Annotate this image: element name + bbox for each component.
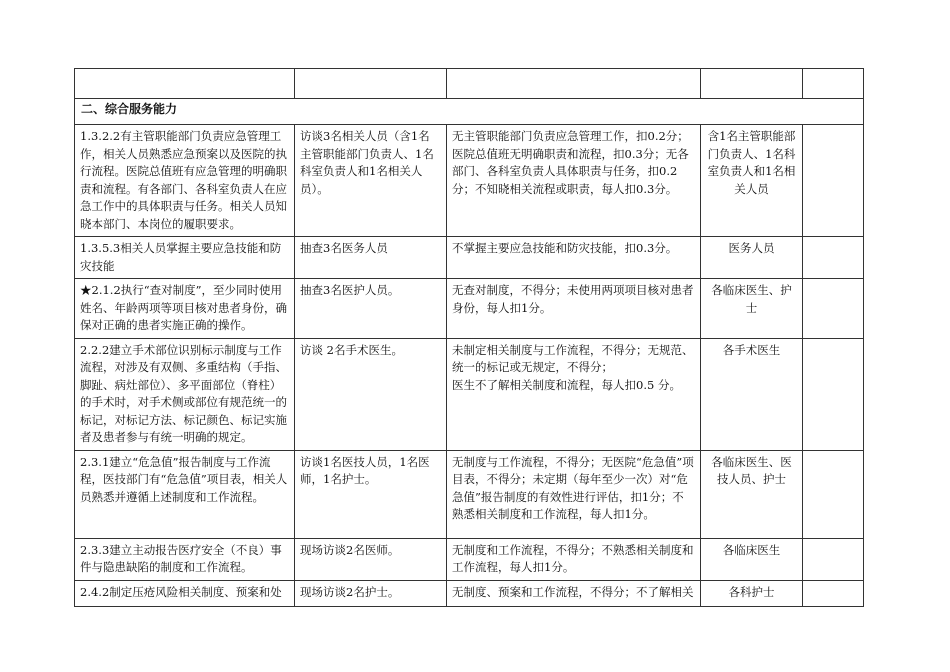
method-cell: 现场访谈2名护士。	[295, 580, 447, 606]
blank-cell	[447, 69, 701, 99]
table-row	[75, 237, 864, 279]
method-cell: 现场访谈2名医师。	[295, 538, 447, 580]
standard-cell: 1.3.5.3相关人员掌握主要应急技能和防灾技能	[75, 237, 295, 279]
standard-cell: 2.2.2建立手术部位识别标示制度与工作流程，对涉及有双侧、多重结构（手指、脚趾、病灶部位）、多平面部位（脊柱）的手术时，对手术侧或部位有规范统一的标记，对标记方法、标记颜色、标记实施者及患者参与有统一明确的规定。	[75, 338, 295, 450]
scoring-cell: 无主管职能部门负责应急管理工作，扣0.2分；医院总值班无明确职责和流程，扣0.3分；无各部门、各科室负责人具体职责与任务，扣0.2分；不知晓相关流程或职责，每人扣0.3分。	[447, 125, 701, 237]
target-cell: 各临床医生、医技人员、护士	[701, 450, 803, 538]
target-cell: 医务人员	[701, 237, 803, 279]
empty-cell	[803, 279, 864, 339]
scoring-cell: 无制度、预案和工作流程，不得分；不了解相关	[447, 580, 701, 606]
target-cell: 含1名主管职能部门负责人、1名科室负责人和1名相关人员	[701, 125, 803, 237]
target-cell: 各临床医生	[701, 538, 803, 580]
table-row	[75, 279, 864, 339]
standard-cell: 2.4.2制定压疮风险相关制度、预案和处	[75, 580, 295, 606]
empty-cell	[803, 538, 864, 580]
section-title: 二、综合服务能力	[75, 99, 864, 125]
method-cell: 抽查3名医务人员	[295, 237, 447, 279]
table-row	[75, 338, 864, 450]
target-cell: 各科护士	[701, 580, 803, 606]
empty-cell	[803, 237, 864, 279]
blank-cell	[701, 69, 803, 99]
empty-cell	[803, 125, 864, 237]
standard-cell: 1.3.2.2有主管职能部门负责应急管理工作，相关人员熟悉应急预案以及医院的执行流程。医院总值班有应急管理的明确职责和流程。有各部门、各科室负责人在应急工作中的具体职责与任务。相关人员知晓本部门、本岗位的履职要求。	[75, 125, 295, 237]
standard-cell: 2.3.3建立主动报告医疗安全（不良）事件与隐患缺陷的制度和工作流程。	[75, 538, 295, 580]
method-cell: 抽查3名医护人员。	[295, 279, 447, 339]
target-cell: 各临床医生、护士	[701, 279, 803, 339]
section-header-row	[75, 99, 864, 125]
standard-cell: ★2.1.2执行“查对制度”，至少同时使用姓名、年龄两项等项目核对患者身份，确保对正确的患者实施正确的操作。	[75, 279, 295, 339]
assessment-table	[74, 68, 864, 607]
blank-cell	[295, 69, 447, 99]
standard-cell: 2.3.1建立“危急值”报告制度与工作流程，医技部门有“危急值”项目表，相关人员熟悉并遵循上述制度和工作流程。	[75, 450, 295, 538]
scoring-cell: 无制度和工作流程，不得分；不熟悉相关制度和工作流程，每人扣1分。	[447, 538, 701, 580]
method-cell: 访谈 2名手术医生。	[295, 338, 447, 450]
method-cell: 访谈3名相关人员（含1名主管职能部门负责人、1名科室负责人和1名相关人员）。	[295, 125, 447, 237]
table-row	[75, 580, 864, 606]
scoring-cell: 未制定相关制度与工作流程，不得分；无规范、统一的标记或无规定，不得分； 医生不了解相关制度和流程，每人扣0.5 分。	[447, 338, 701, 450]
blank-cell	[803, 69, 864, 99]
table-row	[75, 538, 864, 580]
method-cell: 访谈1名医技人员，1名医师，1名护士。	[295, 450, 447, 538]
scoring-cell: 不掌握主要应急技能和防灾技能，扣0.3分。	[447, 237, 701, 279]
empty-cell	[803, 450, 864, 538]
empty-cell	[803, 338, 864, 450]
table-row	[75, 450, 864, 538]
empty-cell	[803, 580, 864, 606]
scoring-cell: 无制度与工作流程，不得分；无医院“危急值”项目表，不得分；未定期（每年至少一次）对“危急值”报告制度的有效性进行评估，扣1分；不熟悉相关制度和工作流程，每人扣1分。	[447, 450, 701, 538]
target-cell: 各手术医生	[701, 338, 803, 450]
table-row	[75, 125, 864, 237]
blank-cell	[75, 69, 295, 99]
blank-row	[75, 69, 864, 99]
scoring-cell: 无查对制度，不得分；未使用两项项目核对患者身份，每人扣1分。	[447, 279, 701, 339]
